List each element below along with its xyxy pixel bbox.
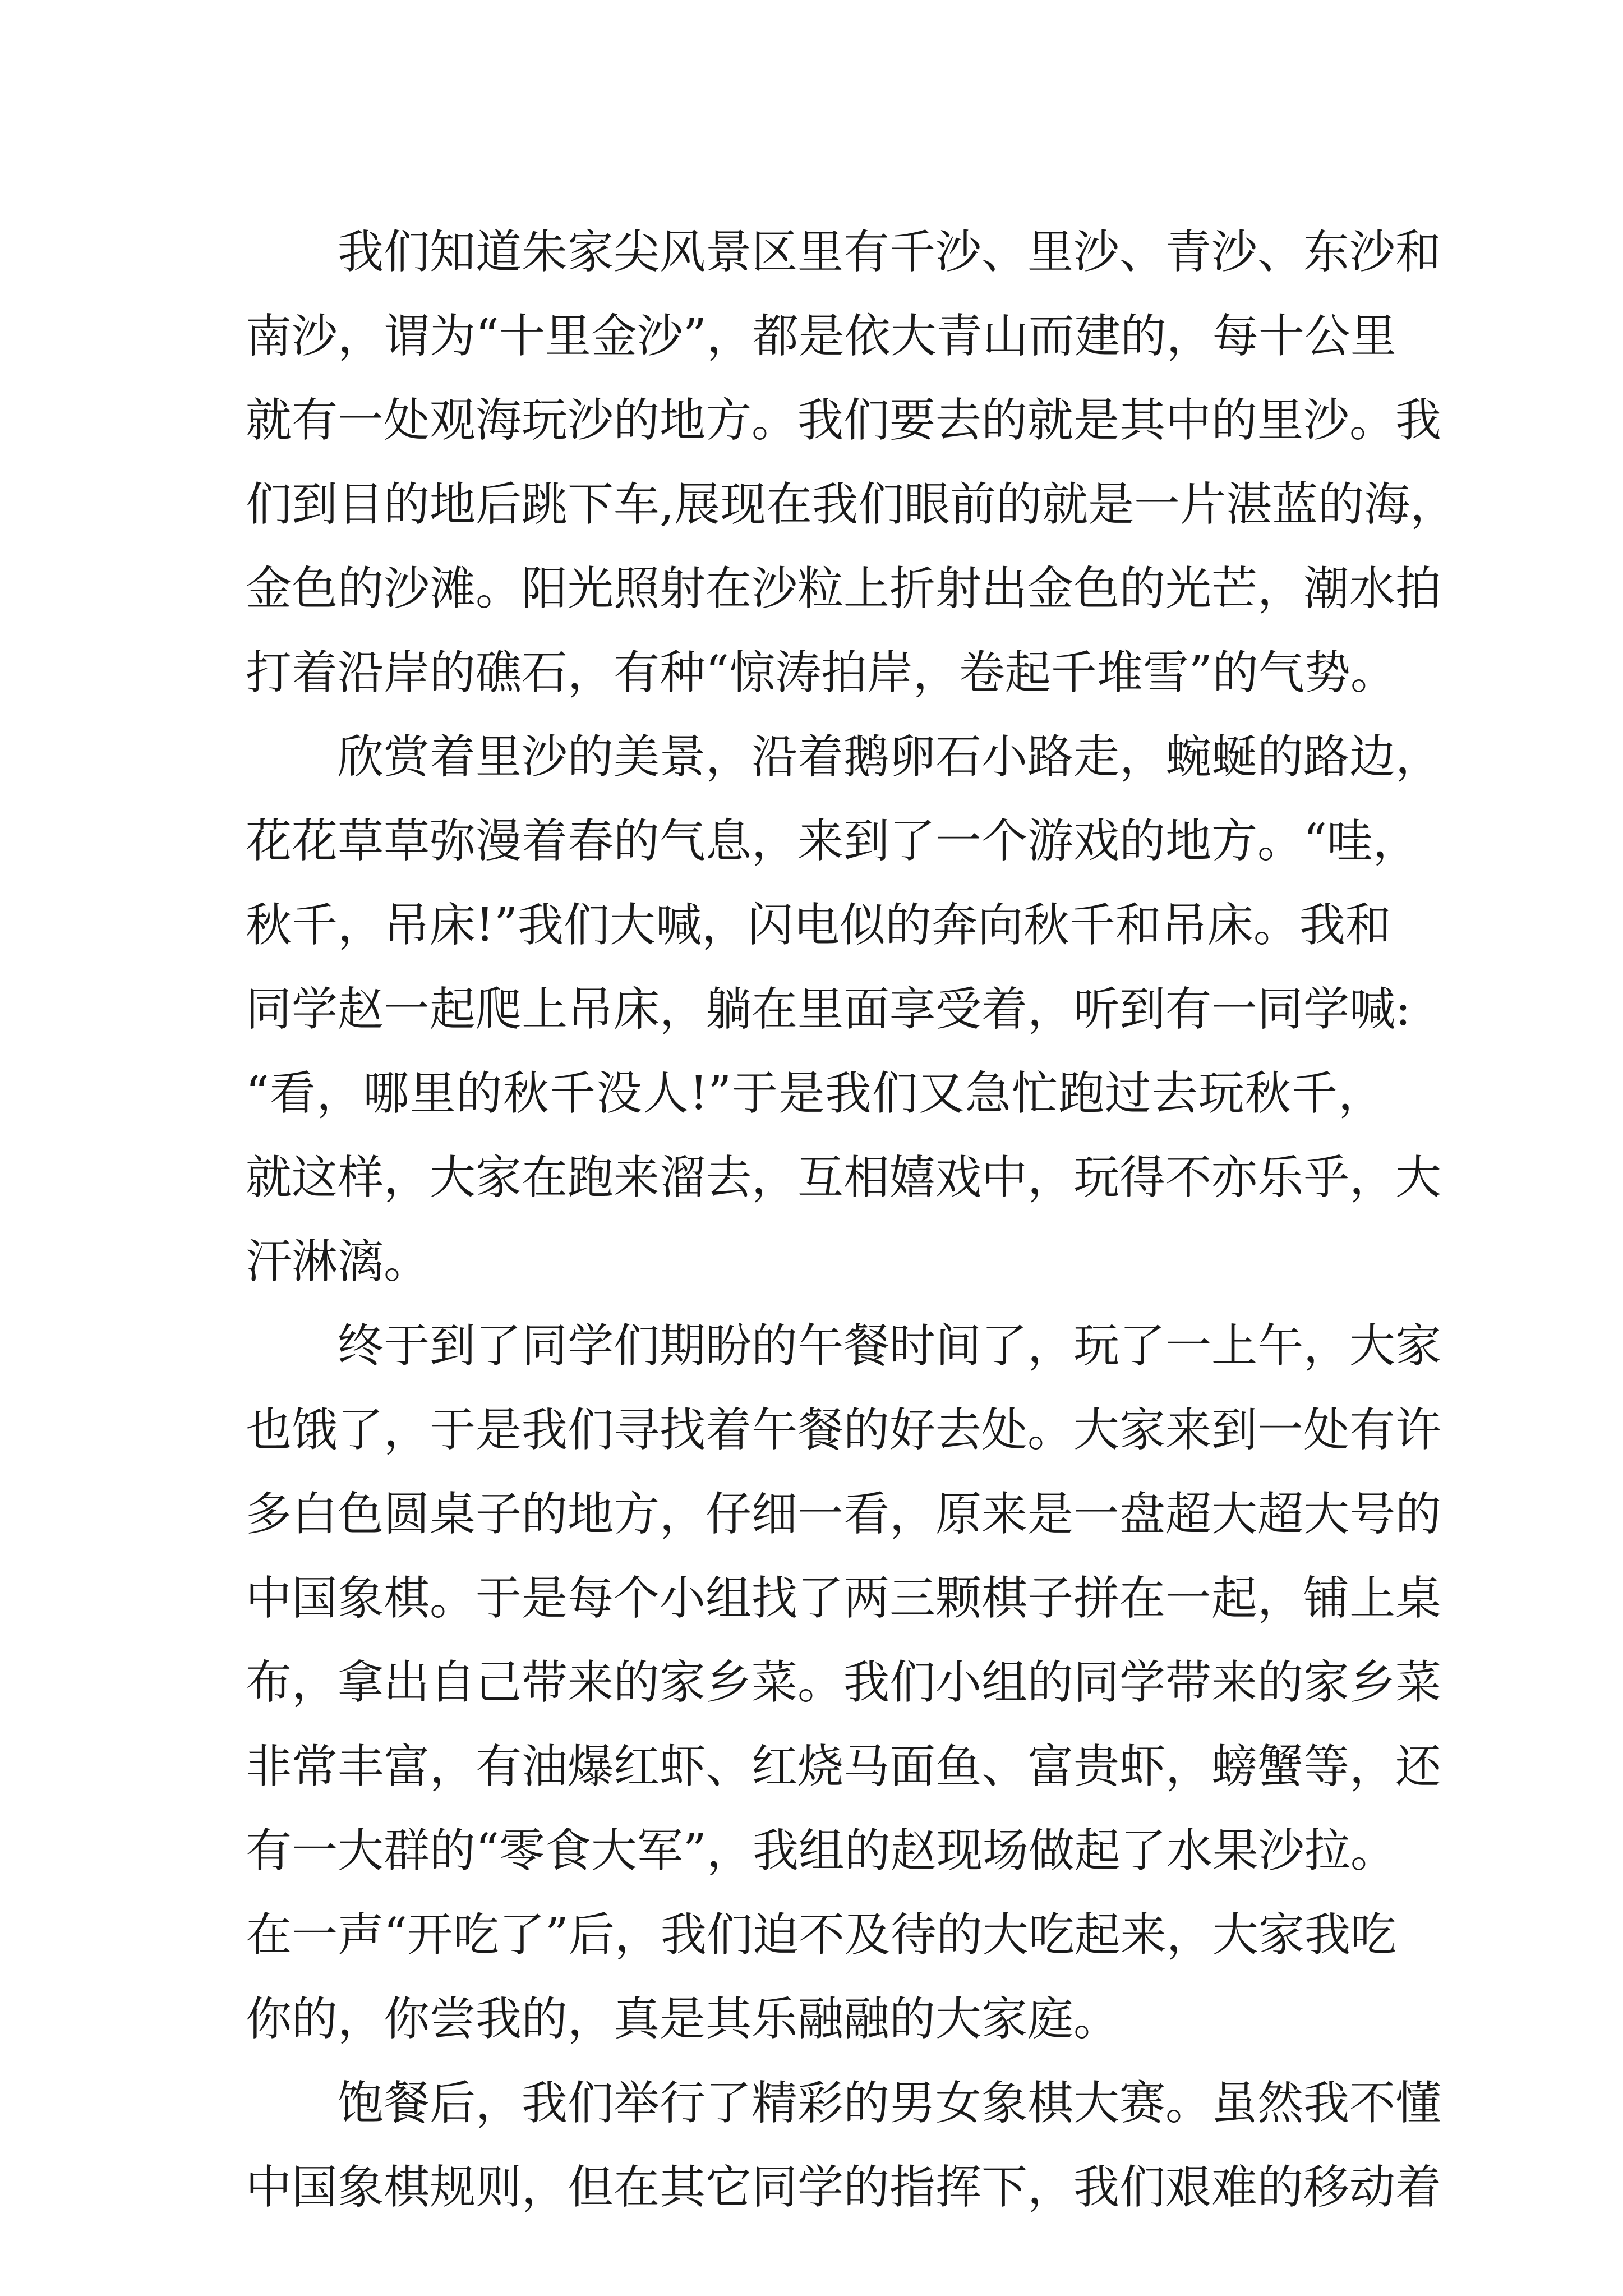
paragraph-2-line-4: 同学赵一起爬上吊床，躺在里面享受着，听到有一同学喊: bbox=[246, 983, 1411, 1036]
paragraph-3-line-1: 终于到了同学们期盼的午餐时间了，玩了一上午，大家 bbox=[338, 1319, 1442, 1373]
paragraph-2-line-1: 欣赏着里沙的美景，沿着鹅卵石小路走，蜿蜒的路边， bbox=[338, 730, 1442, 784]
paragraph-3-line-3: 多白色圆桌子的地方，仔细一看，原来是一盘超大超大号的 bbox=[246, 1488, 1442, 1541]
paragraph-1-line-5: 金色的沙滩。阳光照射在沙粒上折射出金色的光芒，潮水拍 bbox=[246, 562, 1442, 615]
paragraph-3-line-4: 中国象棋。于是每个小组找了两三颗棋子拼在一起，铺上桌 bbox=[246, 1572, 1442, 1625]
paragraph-4-line-2: 中国象棋规则，但在其它同学的指挥下，我们艰难的移动着 bbox=[246, 2161, 1442, 2214]
paragraph-3-line-5: 布，拿出自己带来的家乡菜。我们小组的同学带来的家乡菜 bbox=[246, 1656, 1442, 1709]
paragraph-1-line-4: 们到目的地后跳下车,展现在我们眼前的就是一片湛蓝的海， bbox=[246, 478, 1456, 531]
paragraph-2-line-7: 汗淋漓。 bbox=[246, 1235, 430, 1289]
paragraph-3-line-6: 非常丰富，有油爆红虾、红烧马面鱼、富贵虾，螃蟹等，还 bbox=[246, 1740, 1442, 1793]
paragraph-2-line-3: 秋千，吊床!”我们大喊，闪电似的奔向秋千和吊床。我和 bbox=[246, 899, 1391, 952]
paragraph-3-line-8: 在一声“开吃了”后，我们迫不及待的大吃起来，大家我吃 bbox=[246, 1908, 1396, 1962]
paragraph-2-line-5: “看，哪里的秋千没人!”于是我们又急忙跑过去玩秋千， bbox=[246, 1067, 1384, 1120]
paragraph-1-line-1: 我们知道朱家尖风景区里有千沙、里沙、青沙、东沙和 bbox=[338, 226, 1442, 279]
paragraph-3-line-2: 也饿了，于是我们寻找着午餐的好去处。大家来到一处有许 bbox=[246, 1404, 1442, 1457]
paragraph-2-line-2: 花花草草弥漫着春的气息，来到了一个游戏的地方。“哇， bbox=[246, 815, 1419, 868]
paragraph-1-line-2: 南沙，谓为“十里金沙”，都是依大青山而建的，每十公里 bbox=[246, 310, 1396, 363]
paragraph-3-line-9: 你的，你尝我的，真是其乐融融的大家庭。 bbox=[246, 1993, 1120, 2046]
paragraph-1-line-6: 打着沿岸的礁石，有种“惊涛拍岸，卷起千堆雪”的气势。 bbox=[246, 646, 1396, 700]
paragraph-2-line-6: 就这样，大家在跑来溜去，互相嬉戏中，玩得不亦乐乎，大 bbox=[246, 1151, 1442, 1204]
paragraph-4-line-1: 饱餐后，我们举行了精彩的男女象棋大赛。虽然我不懂 bbox=[338, 2077, 1442, 2130]
paragraph-3-line-7: 有一大群的“零食大军”，我组的赵现场做起了水果沙拉。 bbox=[246, 1824, 1396, 1878]
paragraph-1-line-3: 就有一处观海玩沙的地方。我们要去的就是其中的里沙。我 bbox=[246, 394, 1442, 447]
body-text bbox=[246, 210, 1456, 2230]
